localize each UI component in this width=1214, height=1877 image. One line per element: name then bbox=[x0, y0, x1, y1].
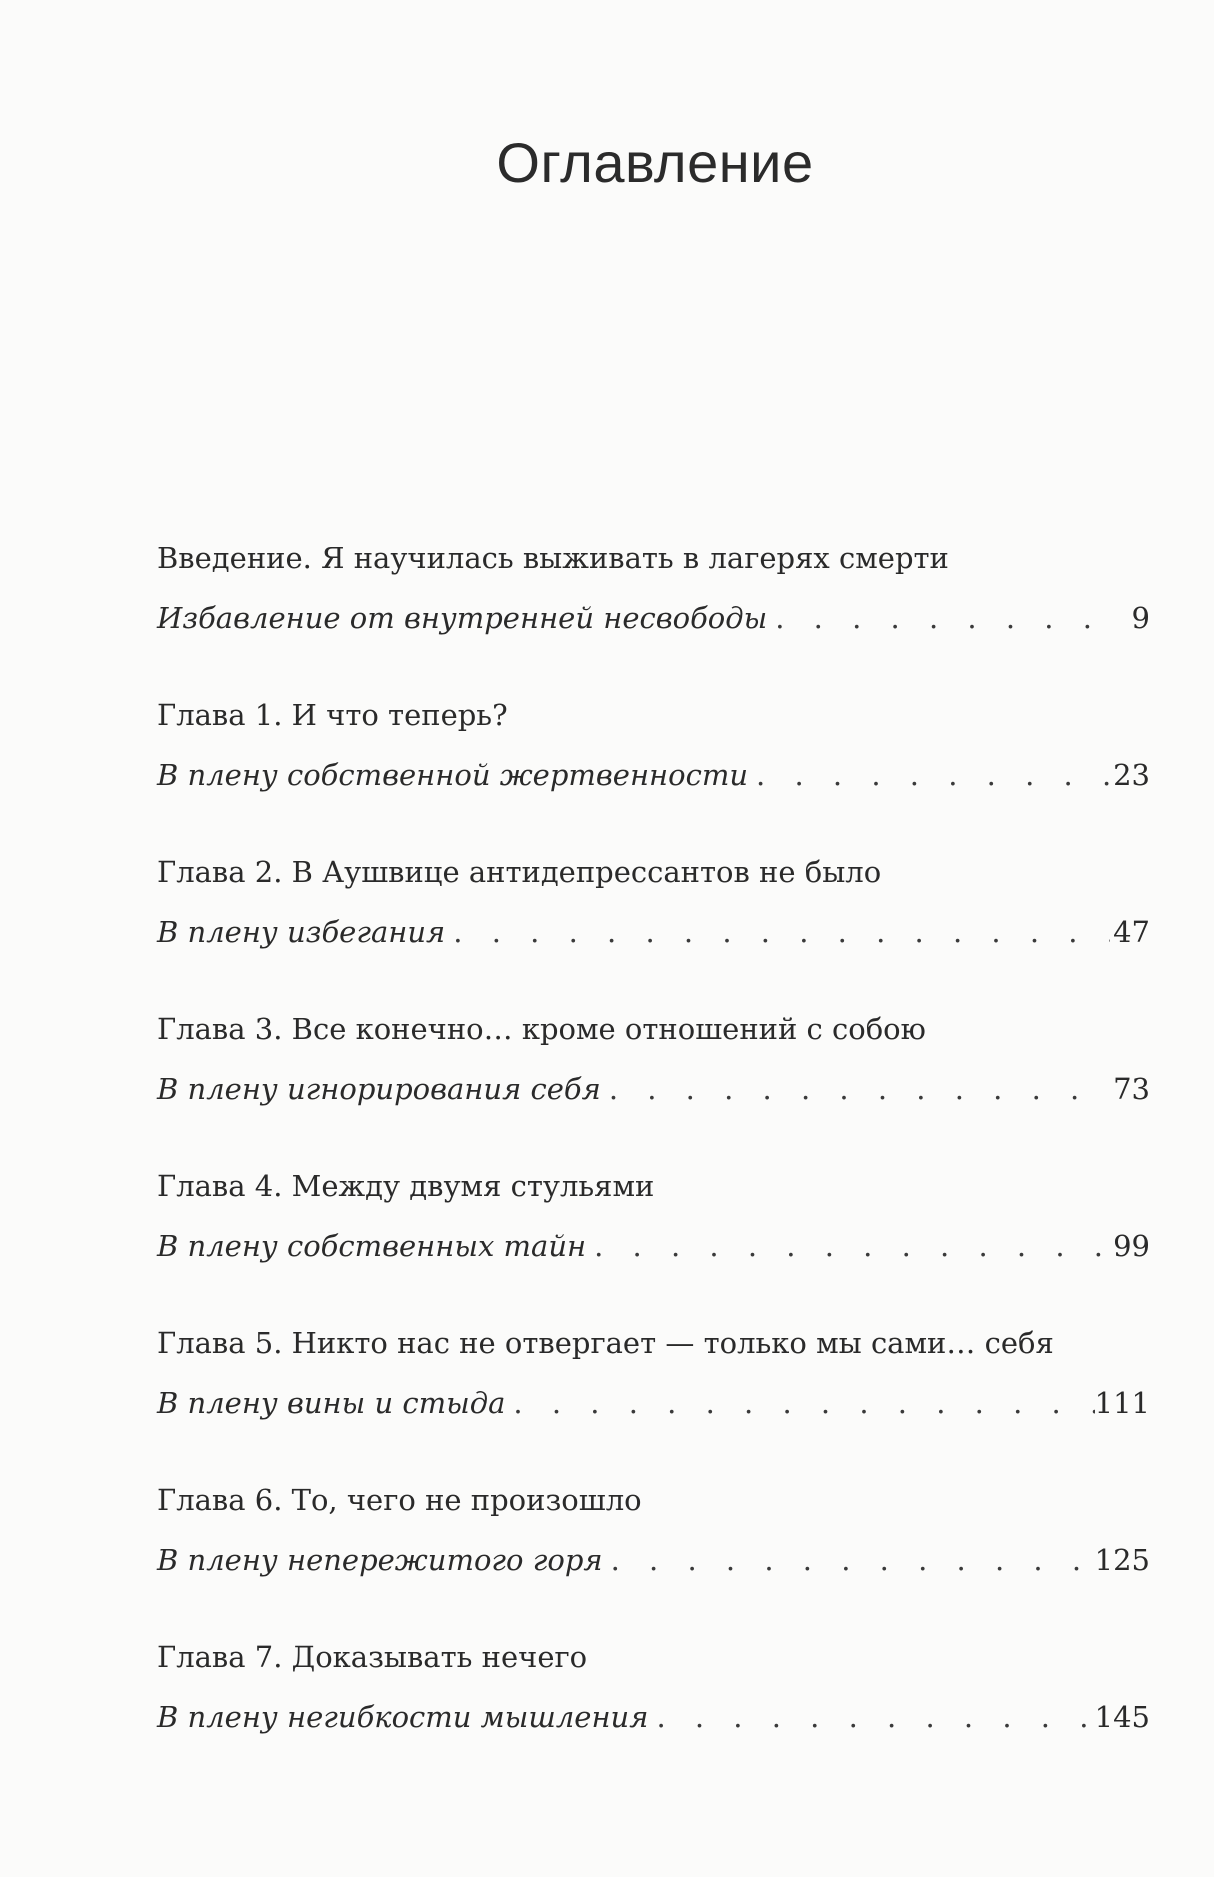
chapter-subtitle: Избавление от внутренней несвободы bbox=[157, 601, 768, 635]
chapter-title: Глава 5. Никто нас не отвергает — только мы сами… себя bbox=[157, 1326, 1054, 1360]
dot-leader bbox=[767, 588, 1110, 648]
page-number: 111 bbox=[1094, 1386, 1150, 1420]
chapter-subtitle-line bbox=[157, 1216, 1150, 1276]
page-number: 47 bbox=[1113, 915, 1150, 949]
page-number: 125 bbox=[1094, 1543, 1150, 1577]
toc-entry bbox=[157, 1627, 1150, 1784]
toc-entry bbox=[157, 685, 1150, 842]
toc-entry bbox=[157, 1470, 1150, 1627]
toc-entry bbox=[157, 1156, 1150, 1313]
dot-leader bbox=[445, 902, 1110, 962]
toc-entry bbox=[157, 1313, 1150, 1470]
dot-leader bbox=[603, 1530, 1095, 1590]
chapter-title: Глава 3. Все конечно… кроме отношений с собою bbox=[157, 1012, 926, 1046]
toc-entry bbox=[157, 528, 1150, 685]
dot-leader bbox=[586, 1216, 1110, 1276]
chapter-subtitle: В плену избегания bbox=[157, 915, 446, 949]
page-title: Оглавление bbox=[496, 131, 814, 194]
chapter-subtitle-line bbox=[157, 1687, 1150, 1747]
chapter-title: Глава 4. Между двумя стульями bbox=[157, 1169, 655, 1203]
toc-entry bbox=[157, 999, 1150, 1156]
chapter-title: Введение. Я научилась выживать в лагерях смерти bbox=[157, 541, 949, 575]
chapter-title: Глава 6. То, чего не произошло bbox=[157, 1483, 642, 1517]
chapter-subtitle: В плену непережитого горя bbox=[157, 1543, 603, 1577]
chapter-subtitle: В плену игнорирования себя bbox=[157, 1072, 601, 1106]
page-number: 99 bbox=[1113, 1229, 1150, 1263]
page-number: 145 bbox=[1094, 1700, 1150, 1734]
chapter-title: Глава 7. Доказывать нечего bbox=[157, 1640, 588, 1674]
table-of-contents bbox=[157, 528, 1150, 1784]
chapter-subtitle-line bbox=[157, 902, 1150, 962]
chapter-subtitle: В плену собственных тайн bbox=[157, 1229, 587, 1263]
chapter-subtitle: В плену собственной жертвенности bbox=[157, 758, 749, 792]
chapter-subtitle-line bbox=[157, 745, 1150, 805]
toc-entry bbox=[157, 842, 1150, 999]
dot-leader bbox=[648, 1687, 1094, 1747]
dot-leader bbox=[601, 1059, 1110, 1119]
page-number: 9 bbox=[1131, 601, 1150, 635]
chapter-subtitle: В плену вины и стыда bbox=[157, 1386, 506, 1420]
dot-leader bbox=[505, 1373, 1094, 1433]
dot-leader bbox=[748, 745, 1110, 805]
chapter-subtitle-line bbox=[157, 1059, 1150, 1119]
chapter-subtitle-line bbox=[157, 1373, 1150, 1433]
chapter-subtitle-line bbox=[157, 588, 1150, 648]
chapter-title: Глава 1. И что теперь? bbox=[157, 698, 508, 732]
chapter-title: Глава 2. В Аушвице антидепрессантов не было bbox=[157, 855, 882, 889]
chapter-subtitle-line bbox=[157, 1530, 1150, 1590]
page-number: 73 bbox=[1113, 1072, 1150, 1106]
chapter-subtitle: В плену негибкости мышления bbox=[157, 1700, 649, 1734]
page-number: 23 bbox=[1113, 758, 1150, 792]
